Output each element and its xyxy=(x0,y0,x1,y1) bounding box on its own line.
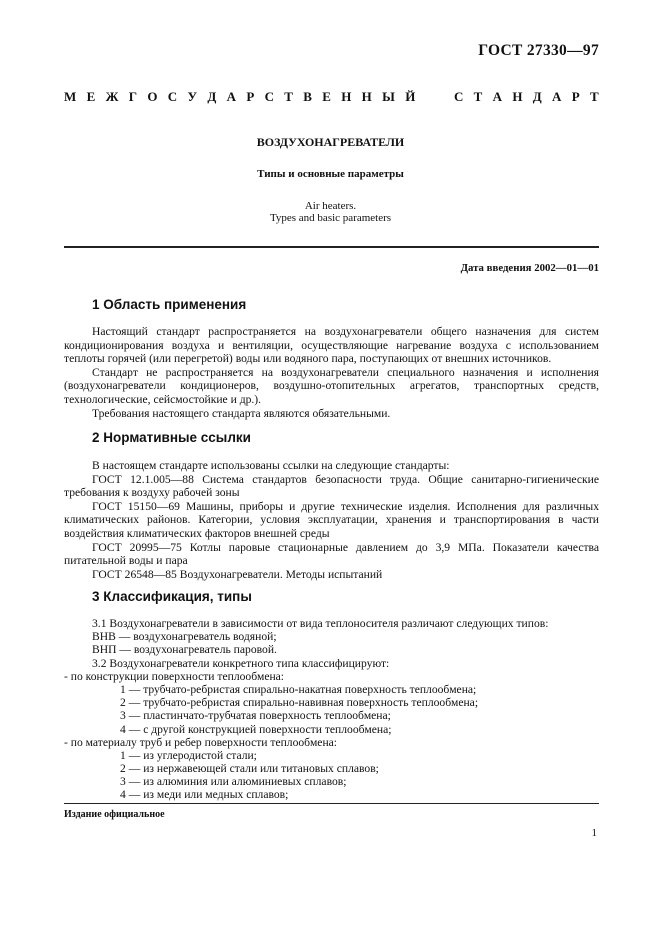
classification-line: ВНВ — воздухонагреватель водяной; xyxy=(92,630,277,644)
page-number: 1 xyxy=(591,827,597,839)
banner-letter: Р xyxy=(246,89,255,104)
reference-item: ГОСТ 12.1.005—88 Система стандартов безопасности труда. Общие санитарно-гигиенические требования к воздуху рабочей зоны xyxy=(64,472,599,500)
classification-line: - по материалу труб и ребер поверхности теплообмена: xyxy=(64,735,338,749)
banner-letter: А xyxy=(552,89,562,104)
banner-letter: С xyxy=(167,89,178,104)
document-subtitle: Типы и основные параметры xyxy=(257,168,404,180)
section-2-body xyxy=(64,459,599,581)
banner-letter: Т xyxy=(284,89,293,104)
classification-line: 4 — с другой конструкцией поверхности теплообмена; xyxy=(120,722,392,736)
section-3-body xyxy=(64,617,599,802)
references-intro: В настоящем стандарте использованы ссылки на следующие стандарты: xyxy=(92,459,450,472)
reference-item: ГОСТ 20995—75 Котлы паровые стационарные давлением до 3,9 МПа. Показатели качества питательной воды и пара xyxy=(64,540,599,568)
introduction-date: Дата введения 2002—01—01 xyxy=(460,262,599,274)
classification-line: 2 — трубчато-ребристая спирально-навивная поверхность теплообмена; xyxy=(120,696,479,710)
banner-letter: О xyxy=(147,89,158,104)
banner-letter: Е xyxy=(86,89,96,104)
section-1-paragraph: Стандарт не распространяется на воздухонагреватели специального назначения и исполнения (воздухонагреватели кондиционеров, воздушно-отопительных агрегатов, транспортных средств, технологические, сейсмостойкие и др.). xyxy=(64,365,599,406)
reference-item: ГОСТ 15150—69 Машины, приборы и другие технические изделия. Исполнения для различных климатических районов. Категории, условия эксплуатации, хранения и транспортирования в части воздействия климатических факторов внешней среды xyxy=(64,499,599,540)
banner-letter: Т xyxy=(473,89,483,104)
banner-letter: В xyxy=(303,89,312,104)
section-1-heading: 1 Область применения xyxy=(92,297,247,312)
banner-letter: Ы xyxy=(382,89,395,104)
official-edition-label: Издание официальное xyxy=(64,809,165,820)
banner-letter: Г xyxy=(128,89,138,104)
classification-line: - по конструкции поверхности теплообмена: xyxy=(64,669,285,683)
gost-number: ГОСТ 27330—97 xyxy=(478,42,599,59)
banner-letter: Н xyxy=(341,89,352,104)
banner-gap xyxy=(426,90,444,104)
banner-letter: М xyxy=(64,89,77,104)
banner-letter: Й xyxy=(405,89,416,104)
classification-line: 4 — из меди или медных сплавов; xyxy=(120,788,289,802)
section-2-heading: 2 Нормативные ссылки xyxy=(92,430,251,445)
classification-line: 3 — из алюминия или алюминиевых сплавов; xyxy=(120,775,347,789)
banner-letter: Т xyxy=(590,89,599,104)
banner-letter: Ж xyxy=(105,89,119,104)
banner-letter: Р xyxy=(571,89,580,104)
header-divider xyxy=(64,246,599,248)
banner-letter: С xyxy=(453,89,464,104)
document-title: ВОЗДУХОНАГРЕВАТЕЛИ xyxy=(256,135,405,149)
classification-line: 1 — из углеродистой стали; xyxy=(120,748,257,762)
banner-letter: Д xyxy=(207,89,217,104)
banner-letter: Д xyxy=(532,89,542,104)
banner-letter: А xyxy=(492,89,503,104)
classification-line: 3.1 Воздухонагреватели в зависимости от вида теплоносителя различают следующих типов: xyxy=(92,617,549,630)
footer-divider xyxy=(64,803,599,804)
banner-letter: Н xyxy=(512,89,523,104)
classification-line: 3 — пластинчато-трубчатая поверхность теплообмена; xyxy=(120,709,391,723)
section-1-paragraph: Настоящий стандарт распространяется на воздухонагреватели общего назначения для систем кондиционирования воздуха и вентиляции, осуществляющие нагревание воздуха с использованием теплоты горячей (или перегретой) воды или водяного пара, поступающих от внешних источников. xyxy=(64,325,599,366)
banner-letter: У xyxy=(187,89,198,104)
section-3-heading: 3 Классификация, типы xyxy=(92,589,252,604)
reference-item: ГОСТ 26548—85 Воздухонагреватели. Методы испытаний xyxy=(92,567,383,581)
banner-letter: С xyxy=(264,89,274,104)
classification-line: 3.2 Воздухонагреватели конкретного типа классифицируют: xyxy=(92,656,390,670)
english-title: Air heaters. xyxy=(304,200,357,212)
banner-letter: Н xyxy=(361,89,372,104)
section-1-body xyxy=(64,325,599,420)
section-1-paragraph: Требования настоящего стандарта являются обязательными. xyxy=(92,406,391,420)
classification-line: 2 — из нержавеющей стали или титановых сплавов; xyxy=(120,762,379,776)
interstate-standard-banner xyxy=(64,90,599,104)
banner-letter: А xyxy=(226,89,236,104)
classification-line: ВНП — воздухонагреватель паровой. xyxy=(92,643,277,657)
classification-line: 1 — трубчато-ребристая спирально-накатная поверхность теплообмена; xyxy=(120,682,477,696)
english-subtitle: Types and basic parameters xyxy=(269,212,392,224)
banner-letter: Е xyxy=(322,89,331,104)
